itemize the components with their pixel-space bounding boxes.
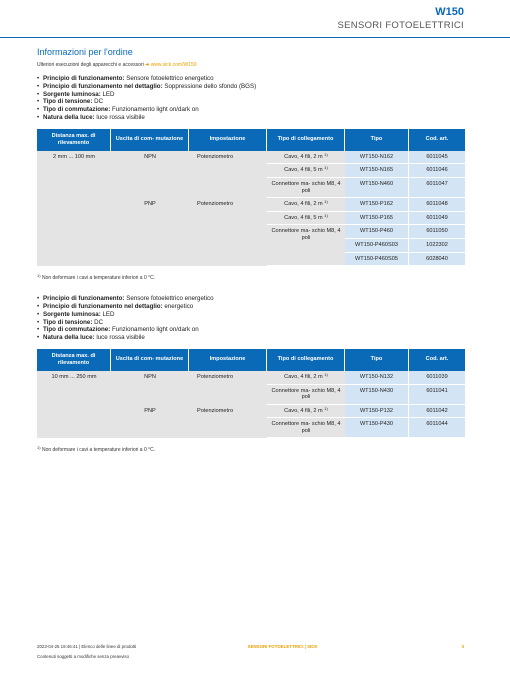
properties-list-2 [37, 295, 465, 342]
section-title: Informazioni per l'ordine [37, 47, 133, 57]
type-cell: WT150-N430 [345, 385, 409, 405]
code-cell: 6011045 [409, 151, 465, 165]
type-cell: WT150-P460S05 [345, 253, 409, 267]
property-item: • Principio di funzionamento nel dettaglio: energetico [37, 303, 465, 311]
col-header-setting: Impostazione [189, 349, 267, 371]
type-cell: WT150-N162 [345, 151, 409, 165]
col-header-code: Cod. art. [409, 129, 465, 151]
property-item: • Sorgente luminosa: LED [37, 91, 465, 99]
output-cell: NPN [111, 371, 189, 405]
code-cell: 6011041 [409, 385, 465, 405]
content [37, 47, 465, 467]
property-item: • Natura della luce: luce rossa visibile [37, 334, 465, 342]
output-cell: PNP [111, 198, 189, 266]
code-cell: 1022302 [409, 239, 465, 253]
page-number: 3 [461, 644, 464, 649]
footer-notice: Contenuti soggetti a modifiche senza preavviso [37, 654, 130, 659]
type-cell: WT150-P460S03 [345, 239, 409, 253]
more-info-text: Ulteriori esecuzioni degli apparecchi e accessori [37, 62, 144, 68]
connection-cell: Cavo, 4 fili, 2 m $^{1)}$ [267, 371, 345, 385]
property-item: • Tipo di commutazione: Funzionamento light on/dark on [37, 106, 465, 114]
col-header-code: Cod. art. [409, 349, 465, 371]
order-table-1 [37, 129, 465, 266]
output-cell: PNP [111, 405, 189, 439]
page-header [0, 0, 510, 38]
property-item: • Natura della luce: luce rossa visibile [37, 114, 465, 122]
setting-cell: Potenziometro [189, 371, 267, 405]
property-item: • Principio di funzionamento nel dettaglio: Soppressione dello sfondo (BGS) [37, 83, 465, 91]
col-header-output: Uscita di com- mutazione [111, 129, 189, 151]
code-cell: 6011039 [409, 371, 465, 385]
col-header-type: Tipo [345, 349, 409, 371]
distance-cell: 10 mm ... 250 mm [37, 371, 111, 439]
connection-cell: Cavo, 4 fili, 2 m $^{1)}$ [267, 198, 345, 212]
connection-cell: Connettore ma- schio M8, 4 poli [267, 178, 345, 198]
connection-cell: Cavo, 4 fili, 5 m $^{1)}$ [267, 212, 345, 226]
property-item: • Principio di funzionamento: Sensore fotoelettrico energetico [37, 75, 465, 83]
col-header-output: Uscita di com- mutazione [111, 349, 189, 371]
type-cell: WT150-P430 [345, 418, 409, 438]
code-cell: 6011049 [409, 212, 465, 226]
code-cell: 6011050 [409, 225, 465, 239]
type-cell: WT150-N460 [345, 178, 409, 198]
connection-cell: Connettore ma- schio M8, 4 poli [267, 418, 345, 438]
type-cell: WT150-P132 [345, 405, 409, 419]
connection-cell: Cavo, 4 fili, 2 m $^{1)}$ [267, 151, 345, 165]
product-family: SENSORI FOTOELETTRICI [337, 20, 464, 31]
type-cell: WT150-N165 [345, 164, 409, 178]
page-footer [37, 644, 464, 659]
setting-cell: Potenziometro [189, 405, 267, 439]
type-cell: WT150-N132 [345, 371, 409, 385]
table-row [37, 151, 465, 165]
code-cell: 6011042 [409, 405, 465, 419]
output-cell: NPN [111, 151, 189, 198]
setting-cell: Potenziometro [189, 151, 267, 198]
property-item: • Sorgente luminosa: LED [37, 311, 465, 319]
col-header-setting: Impostazione [189, 129, 267, 151]
product-model: W150 [435, 6, 464, 18]
connection-cell: Connettore ma- schio M8, 4 poli [267, 225, 345, 266]
more-info-link[interactable]: www.sick.com/W150 [150, 62, 197, 68]
type-cell: WT150-P162 [345, 198, 409, 212]
table-header-row [37, 129, 465, 151]
connection-cell: Connettore ma- schio M8, 4 poli [267, 385, 345, 405]
property-item: • Principio di funzionamento: Sensore fotoelettrico energetico [37, 295, 465, 303]
order-table-2 [37, 349, 465, 439]
property-item: • Tipo di tensione: DC [37, 98, 465, 106]
code-cell: 6011048 [409, 198, 465, 212]
table-row [37, 371, 465, 385]
footnote-1: $^{1)}$ Non deformare i cavi a temperature inferiori a 0 °C. [37, 273, 156, 282]
setting-cell: Potenziometro [189, 198, 267, 266]
code-cell: 6028040 [409, 253, 465, 267]
code-cell: 6011044 [409, 418, 465, 438]
more-info-line [37, 62, 465, 68]
property-item: • Tipo di commutazione: Funzionamento light on/dark on [37, 326, 465, 334]
property-item: • Tipo di tensione: DC [37, 319, 465, 327]
col-header-distance: Distanza max. di rilevamento [37, 129, 111, 151]
col-header-distance: Distanza max. di rilevamento [37, 349, 111, 371]
type-cell: WT150-P460 [345, 225, 409, 239]
footer-brand: SENSORI FOTOELETTRICI | SICK [247, 644, 318, 649]
footer-timestamp: 2023-04-25 19:46:41 | Elenco delle linee di prodotti [37, 644, 137, 649]
type-cell: WT150-P165 [345, 212, 409, 226]
table-header-row [37, 349, 465, 371]
col-header-connection: Tipo di collegamento [267, 129, 345, 151]
arrow-right-icon: ➜ [145, 62, 150, 68]
connection-cell: Cavo, 4 fili, 2 m $^{1)}$ [267, 405, 345, 419]
distance-cell: 2 mm ... 100 mm [37, 151, 111, 266]
col-header-connection: Tipo di collegamento [267, 349, 345, 371]
code-cell: 6011047 [409, 178, 465, 198]
col-header-type: Tipo [345, 129, 409, 151]
footnote-2: $^{1)}$ Non deformare i cavi a temperature inferiori a 0 °C. [37, 445, 156, 454]
connection-cell: Cavo, 4 fili, 5 m $^{1)}$ [267, 164, 345, 178]
properties-list-1 [37, 75, 465, 122]
code-cell: 6011046 [409, 164, 465, 178]
